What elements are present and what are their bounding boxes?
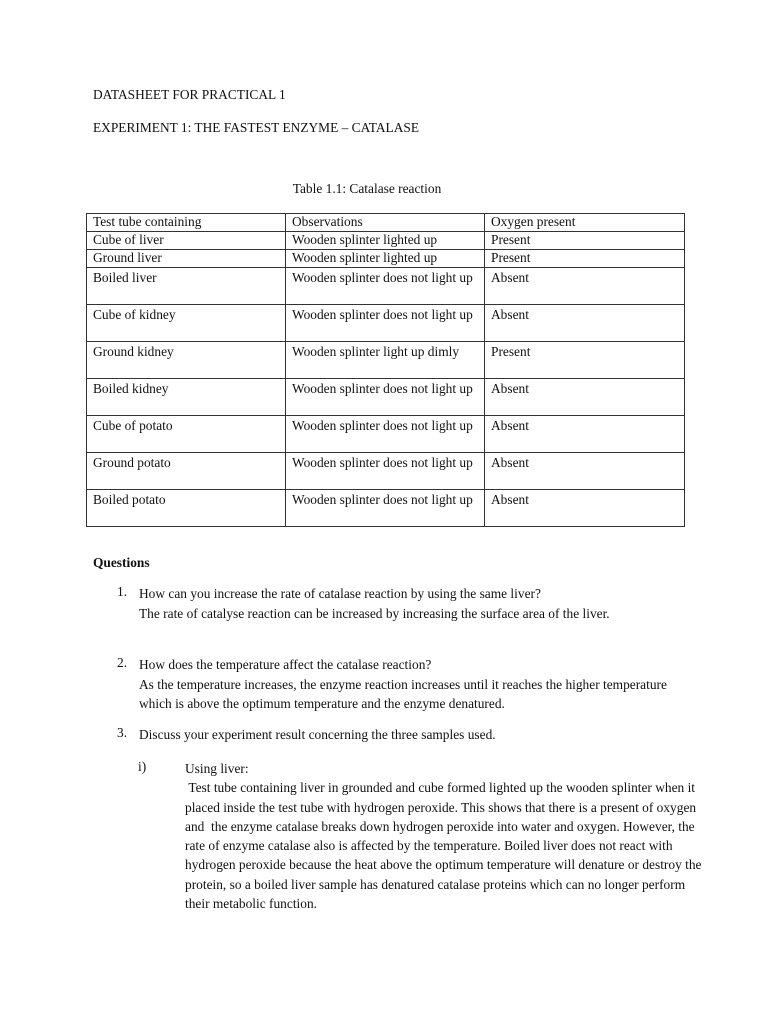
oxygen-cell: Absent bbox=[485, 379, 685, 416]
experiment-title: EXPERIMENT 1: THE FASTEST ENZYME – CATALASE bbox=[93, 120, 420, 135]
observation-cell: Wooden splinter does not light up bbox=[286, 379, 485, 416]
sample-cell: Cube of potato bbox=[87, 416, 286, 453]
observation-cell: Wooden splinter does not light up bbox=[286, 268, 485, 305]
catalase-table bbox=[86, 213, 685, 527]
observation-cell: Wooden splinter does not light up bbox=[286, 490, 485, 527]
question-2 bbox=[139, 655, 699, 714]
question-number: 2. bbox=[117, 655, 128, 670]
oxygen-cell: Absent bbox=[485, 416, 685, 453]
observation-cell: Wooden splinter lighted up bbox=[286, 250, 485, 268]
table-row bbox=[87, 453, 685, 490]
questions-heading: Questions bbox=[93, 555, 150, 570]
oxygen-cell: Present bbox=[485, 250, 685, 268]
sample-cell: Ground liver bbox=[87, 250, 286, 268]
question-text: How can you increase the rate of catalase reaction by using the same liver? bbox=[139, 586, 541, 601]
question-text: Discuss your experiment result concerning the three samples used. bbox=[139, 727, 496, 742]
observation-cell: Wooden splinter lighted up bbox=[286, 232, 485, 250]
column-header: Test tube containing bbox=[87, 214, 286, 232]
sample-cell: Cube of liver bbox=[87, 232, 286, 250]
table-row bbox=[87, 250, 685, 268]
sub-item-number: i) bbox=[138, 759, 147, 774]
table-row bbox=[87, 490, 685, 527]
answer-text: The rate of catalyse reaction can be increased by increasing the surface area of the liver. bbox=[139, 605, 610, 621]
oxygen-cell: Absent bbox=[485, 490, 685, 527]
question-number: 3. bbox=[117, 725, 128, 740]
question-3 bbox=[139, 725, 699, 745]
column-header: Observations bbox=[286, 214, 485, 232]
question-text: How does the temperature affect the catalase reaction? bbox=[139, 657, 432, 672]
sample-cell: Ground potato bbox=[87, 453, 286, 490]
sample-cell: Boiled kidney bbox=[87, 379, 286, 416]
table-row bbox=[87, 268, 685, 305]
table-row bbox=[87, 342, 685, 379]
sample-cell: Boiled liver bbox=[87, 268, 286, 305]
sample-cell: Ground kidney bbox=[87, 342, 286, 379]
oxygen-cell: Present bbox=[485, 342, 685, 379]
sub-item-liver bbox=[185, 759, 705, 913]
observation-cell: Wooden splinter does not light up bbox=[286, 416, 485, 453]
table-row bbox=[87, 305, 685, 342]
oxygen-cell: Absent bbox=[485, 305, 685, 342]
page-title: DATASHEET FOR PRACTICAL 1 bbox=[93, 87, 286, 102]
oxygen-cell: Absent bbox=[485, 268, 685, 305]
table-row bbox=[87, 379, 685, 416]
sub-item-body: Test tube containing liver in grounded and cube formed lighted up the wooden splinter when it placed inside the test tube with hydrogen peroxide. This shows that there is a present of oxygen and the enzyme catalase breaks down hydrogen peroxide into water and oxygen. However, the rate of enzyme catalase also is affected by the temperature. Boiled liver does not react with hydrogen peroxide because the heat above the optimum temperature will denature or destroy the protein, so a boiled liver sample has denatured catalase proteins which can no longer perform their metabolic function. bbox=[185, 780, 705, 912]
observation-cell: Wooden splinter light up dimly bbox=[286, 342, 485, 379]
oxygen-cell: Present bbox=[485, 232, 685, 250]
table-row bbox=[87, 232, 685, 250]
table-caption: Table 1.1: Catalase reaction bbox=[292, 181, 442, 196]
oxygen-cell: Absent bbox=[485, 453, 685, 490]
sample-cell: Boiled potato bbox=[87, 490, 286, 527]
table-header-row bbox=[87, 214, 685, 232]
sample-cell: Cube of kidney bbox=[87, 305, 286, 342]
observation-cell: Wooden splinter does not light up bbox=[286, 305, 485, 342]
column-header: Oxygen present bbox=[485, 214, 685, 232]
question-1 bbox=[139, 584, 699, 623]
table-row bbox=[87, 416, 685, 453]
sub-item-title: Using liver: bbox=[185, 761, 249, 776]
observation-cell: Wooden splinter does not light up bbox=[286, 453, 485, 490]
question-number: 1. bbox=[117, 584, 128, 599]
answer-text: As the temperature increases, the enzyme reaction increases until it reaches the higher temperature which is above the optimum temperature and the enzyme denatured. bbox=[139, 676, 667, 711]
